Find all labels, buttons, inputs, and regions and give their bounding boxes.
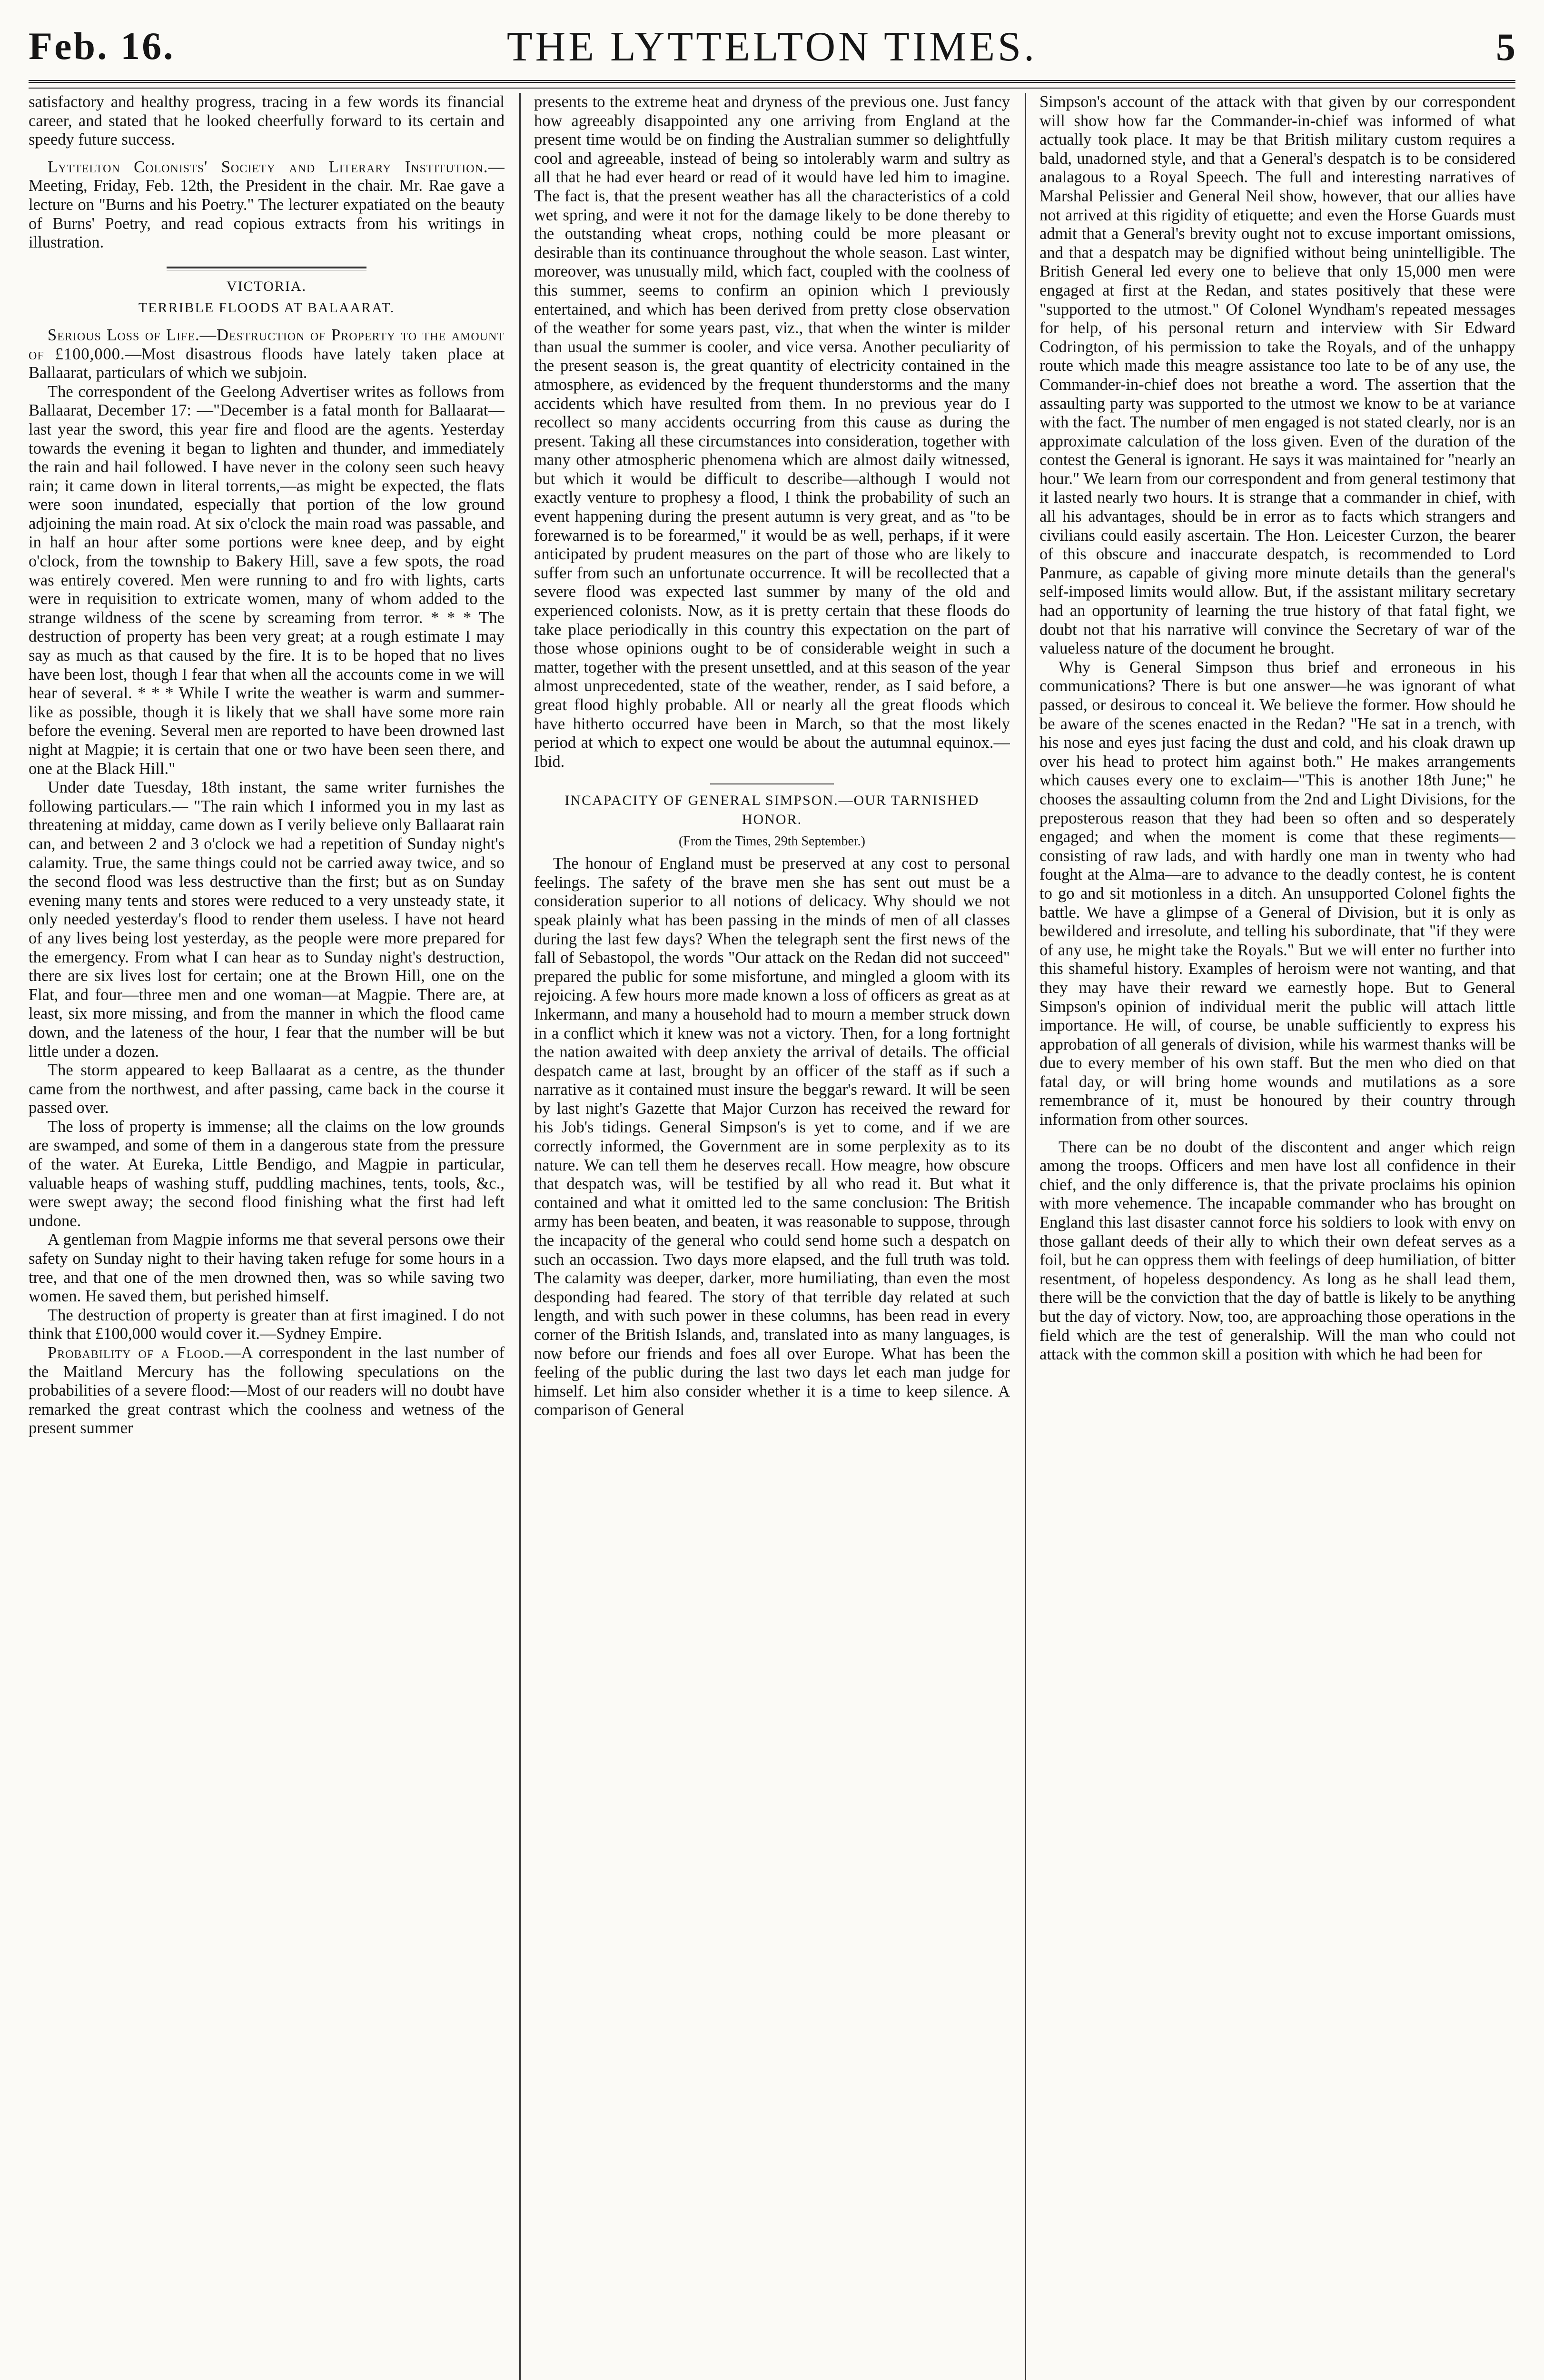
paragraph-body: —Most disastrous floods have lately taken place at Ballaarat, particulars of which we subjoin. bbox=[29, 345, 505, 382]
masthead bbox=[29, 19, 1515, 76]
article-subheading: TERRIBLE FLOODS AT BALAARAT. bbox=[138, 300, 395, 316]
article-heading: VICTORIA. bbox=[226, 278, 307, 294]
paragraph-lead: Probability of a Flood. bbox=[48, 1344, 225, 1362]
column-rule bbox=[519, 93, 521, 2380]
article-paragraph bbox=[29, 158, 505, 252]
paragraph-lead: Lyttelton Colonists' Society and Literary Institution. bbox=[48, 158, 488, 176]
paragraph-body: —Meeting, Friday, Feb. 12th, the President in the chair. Mr. Rae gave a lecture on "Burns and his Poetry." The lecturer expatiated on the beauty of Burns' Poetry, and read copious extracts from his writings in illustration. bbox=[29, 158, 505, 252]
article-paragraph: Under date Tuesday, 18th instant, the same writer furnishes the following particulars.— "The rain which I informed you in my last as threatening at midday, came down as I verily believe only Ballaarat rain can, and between 2 and 3 o'clock we had a repetition of Sunday night's calamity. True, the same things could not be carried away twice, and so the second flood was less destructive than the first; but as on Sunday evening many tents and stores were reduced to a very unsteady state, it only needed yesterday's flood to render them useless. I have not heard of any lives being lost yesterday, as the people were more prepared for the emergency. From what I can hear as to Sunday night's destruction, there are six lives lost for certain; one at the Brown Hill, one on the Flat, and four—three men and one woman—at Magpie. There are, at least, six more missing, and from the manner in which the flood came down, and the lateness of the hour, I fear that the number will be but little under a dozen. bbox=[29, 778, 505, 1061]
article-paragraph: A gentleman from Magpie informs me that several persons owe their safety on Sunday night to their having taken refuge for some hours in a tree, and that one of the men drowned then, was so while saving two women. He saved them, but perished himself. bbox=[29, 1230, 505, 1306]
section-divider bbox=[167, 267, 366, 270]
article-paragraph: satisfactory and healthy progress, tracing in a few words its financial career, and stated that he looked cheerfully forward to its certain and speedy future success. bbox=[29, 93, 505, 149]
article-paragraph: The correspondent of the Geelong Advertiser writes as follows from Ballaarat, December 17: —"December is a fatal month for Ballaarat—last year the sword, this year fire and flood are the agents. Yesterday towards the evening it began to lighten and thunder, and immediately the rain and hail followed. I have never in the colony seen such heavy rain; it came down in literal torrents,—as might be expected, the flats were soon inundated, especially that portion of the low ground adjoining the main road. At six o'clock the main road was passable, and in half an hour after some portions were knee deep, and by eight o'clock, from the township to Bakery Hill, save a few spots, the road was entirely covered. Men were running to and fro with lights, carts were in requisition to extricate women, many of whom added to the strange wildness of the scene by screaming from terror. * * * The destruction of property has been very great; at a rough estimate I may say as much as that caused by the fire. It is to be hoped that no lives have been lost, though I fear that when all the accounts come in we will hear of several. * * * While I write the weather is warm and summer-like as possible, though it is likely that we shall have some more rain before the evening. Several men are reported to have been drowned last night at Magpie; it is certain that one or two have been seen there, and one at the Black Hill." bbox=[29, 382, 505, 778]
column-1 bbox=[29, 93, 505, 2380]
article-paragraph: The honour of England must be preserved at any cost to personal feelings. The safety of the brave men she has sent out must be a consideration superior to all notions of delicacy. Why should we not speak plainly what has been passing in the minds of men of all classes during the last few days? When the telegraph sent the first news of the fall of Sebastopol, the words "Our attack on the Redan did not succeed" prepared the public for some misfortune, and mingled a gloom with its rejoicing. A few hours more made known a loss of officers as great as at Inkermann, and many a household had to mourn a member struck down in a conflict which it knew was not a victory. Then, for a long fortnight the nation awaited with deep anxiety the arrival of details. The official despatch came at last, brought by an officer of the staff as if such a narrative as it contained must insure the beggar's reward. It will be seen by last night's Gazette that Major Curzon has received the reward for his Job's tidings. General Simpson's is yet to come, and if we are correctly informed, the Government are in some perplexity as to its nature. We can tell them he deserves recall. How meagre, how obscure that despatch was, will be testified by all who read it. But what it contained and what it omitted led to the same conclusion: The British army has been beaten, and beaten, it was reasonable to suppose, through the incapacity of the general who could send home such a despatch on such an occassion. Two days more elapsed, and the full truth was told. The calamity was deeper, darker, more humiliating, than even the most desponding had feared. The story of that terrible day related at such length, and with such power in these columns, has been read in every corner of the British Islands, and, translated into as many languages, is now before our friends and foes all over Europe. What has been the feeling of the public during the last two days let each man judge for himself. Let him also consider whether it is a time to keep silence. A comparison of General bbox=[534, 854, 1010, 1419]
paragraph-body: —A correspondent in the last number of the Maitland Mercury has the following speculations on the probabilities of a severe flood:—Most of our readers will no doubt have remarked the great contrast which the coolness and wetness of the present summer bbox=[29, 1344, 505, 1438]
masthead-rule bbox=[29, 80, 1515, 89]
issue-date: Feb. 16. bbox=[29, 24, 175, 68]
article-paragraph: Simpson's account of the attack with that given by our correspondent will show how far the Commander-in-chief was informed of what actually took place. It may be that British military custom requires a bald, unadorned style, and that a General's despatch is to be considered analagous to a Royal Speech. The full and interesting narratives of Marshal Pelissier and General Neil show, however, that our allies have not arrived at this rigidity of etiquette; and even the Horse Guards must admit that a General's brevity ought not to excuse important omissions, and that a despatch may be dignified without being unintelligible. The British General led every one to believe that only 15,000 men were engaged at first at the Redan, and states positively that these were "supported to the utmost." Of Colonel Wyndham's repeated messages for help, of his personal return and interview with Sir Edward Codrington, of his permission to take the Royals, and of the unhappy route which made this meagre assistance too late to be of any use, the Commander-in-chief does not breathe a word. The assertion that the assaulting party was supported to the utmost we know to be at variance with the fact. The number of men engaged is not stated clearly, nor is an approximate calculation of the loss given. Even of the duration of the contest the General is ignorant. He says it was maintained for "nearly an hour." We learn from our correspondent and from general testimony that it lasted nearly two hours. It is strange that a commander in chief, with all his advantages, should be in error as to facts which strangers and civilians could easily ascertain. The Hon. Leicester Curzon, the bearer of this obscure and inaccurate despatch, is recommended to Lord Panmure, as capable of giving more minute details than the general's self-imposed limits would allow. But, if the assistant military secretary had an opportunity of learning the true history of that fatal fight, we doubt not that his narrative will convince the Secretary of war of the valueless nature of the document he brought. bbox=[1039, 93, 1515, 658]
column-2 bbox=[534, 93, 1010, 2380]
article-paragraph: The storm appeared to keep Ballaarat as a centre, as the thunder came from the northwest, and after passing, came back in the course it passed over. bbox=[29, 1061, 505, 1117]
article-paragraph: presents to the extreme heat and dryness of the previous one. Just fancy how agreeably disappointed any one arriving from England at the present time would be on finding the Australian summer so delightfully cool and agreeable, instead of being so intolerably warm and sultry as all that he had ever heard or read of it would have led him to imagine. The fact is, that the present weather has all the characteristics of a cold wet spring, and were it not for the damage likely to be done thereby to the outstanding wheat crops, nothing could be more pleasant or desirable than its continuance throughout the whole season. Last winter, moreover, was unusually mild, which fact, coupled with the coolness of this summer, seems to confirm an opinion which I previously entertained, and which has been derived from pretty close observation of the weather for some years past, viz., that when the winter is milder than usual the summer is cooler, and vice versa. Another peculiarity of the present season is, the great quantity of electricity contained in the atmosphere, as evidenced by the frequent thunderstorms and the many accidents which have resulted from them. In no previous year do I recollect so many accidents occurring from this cause as during the present. Taking all these circumstances into consideration, together with many other atmospheric phenomena which are almost daily witnessed, but which it would be difficult to describe—although I would not exactly venture to prophesy a flood, I think the probability of such an event happening during the present autumn is very great, and as "to be forewarned is to be forearmed," it would be as well, perhaps, if it were anticipated by prudent measures on the part of those who are likely to suffer from such an unfortunate occurrence. It will be recollected that a severe flood was expected last summer by many of the old and experienced colonists. Now, as it is pretty certain that these floods do take place periodically in this country this expectation on the part of those whose opinions ought to be of considerable weight in such a matter, together with the present unsettled, and at this season of the year almost unprecedented, state of the weather, render, as I said before, a great flood highly probable. All or nearly all the great floods which have hitherto occurred have been in March, so that the most likely period at which to expect one would be about the autumnal equinox.—Ibid. bbox=[534, 93, 1010, 771]
newspaper-title: THE LYTTELTON TIMES. bbox=[506, 24, 1038, 70]
article-paragraph: The loss of property is immense; all the claims on the low grounds are swamped, and some of them in a dangerous state from the pressure of the water. At Eureka, Little Bendigo, and Magpie in particular, valuable heaps of washing stuff, puddling machines, tents, tools, &c., were swept away; the second flood finishing what the first had left undone. bbox=[29, 1117, 505, 1230]
paragraph-lead: Serious Loss of Life.—Destruction of Property to the amount of £100,000. bbox=[29, 326, 505, 363]
article-paragraph: There can be no doubt of the discontent and anger which reign among the troops. Officers and men have lost all confidence in their chief, and the only difference is, that the private proclaims his opinion with more vehemence. The incapable commander who has brought on England this last disaster cannot force his soldiers to look with envy on those gallant deeds of their ally to which their own defeat serves as a foil, but he can oppress them with feelings of deep humiliation, of bitter resentment, of hopeless despondency. As long as he shall lead them, there will be the conviction that the day of battle is likely to be anything but the day of victory. Now, too, are approaching those operations in the field which are the test of generalship. Will the man who could not attack with the common skill a position with which he had been for bbox=[1039, 1138, 1515, 1364]
article-paragraph: Why is General Simpson thus brief and erroneous in his communications? There is but one answer—he was ignorant of what passed, or desirous to conceal it. We believe the former. How should he be aware of the scenes enacted in the Redan? "He sat in a trench, with his nose and eyes just facing the dust and cold, and his cloak drawn up over his head to protect him against both." He makes arrangements which causes every one to exclaim—"This is another 18th June;" he chooses the assaulting column from the 2nd and Light Divisions, for the preposterous reason that they had been so often and so desperately engaged; and when the moment is come that these regiments—consisting of raw lads, and with hardly one man in twenty who had fought at the Alma—are to advance to the deadly contest, he is content to go and sit motionless in a ditch. An unsupported Colonel fights the battle. We have a glimpse of a General of Division, but it is only as bewildered and irresolute, and telling his subordinate, that "if they were of any use, he might take the Royals." But we will enter no further into this shameful history. Examples of heroism were not wanting, and that they may have their reward we earnestly hope. But to General Simpson's opinion of individual merit the public will attach little importance. He will, of course, be unable sufficiently to express his approbation of all generals of division, while his warmest thanks will be due to every member of his own staff. But the men who died on that fatal day, or will bring home wounds and mutilations as a sore remembrance of it, must be honoured by their country through information from other sources. bbox=[1039, 658, 1515, 1129]
article-paragraph bbox=[29, 326, 505, 383]
article-paragraph: The destruction of property is greater than at first imagined. I do not think that £100,000 would cover it.—Sydney Empire. bbox=[29, 1306, 505, 1343]
page-number: 5 bbox=[1496, 25, 1515, 69]
column-rule bbox=[1025, 93, 1026, 2380]
column-3 bbox=[1039, 93, 1515, 2380]
article-heading: INCAPACITY OF GENERAL SIMPSON.—OUR TARNISHED HONOR. bbox=[564, 793, 980, 827]
article-paragraph bbox=[29, 1344, 505, 1438]
article-source: (From the Times, 29th September.) bbox=[679, 833, 865, 849]
section-divider bbox=[710, 783, 834, 784]
